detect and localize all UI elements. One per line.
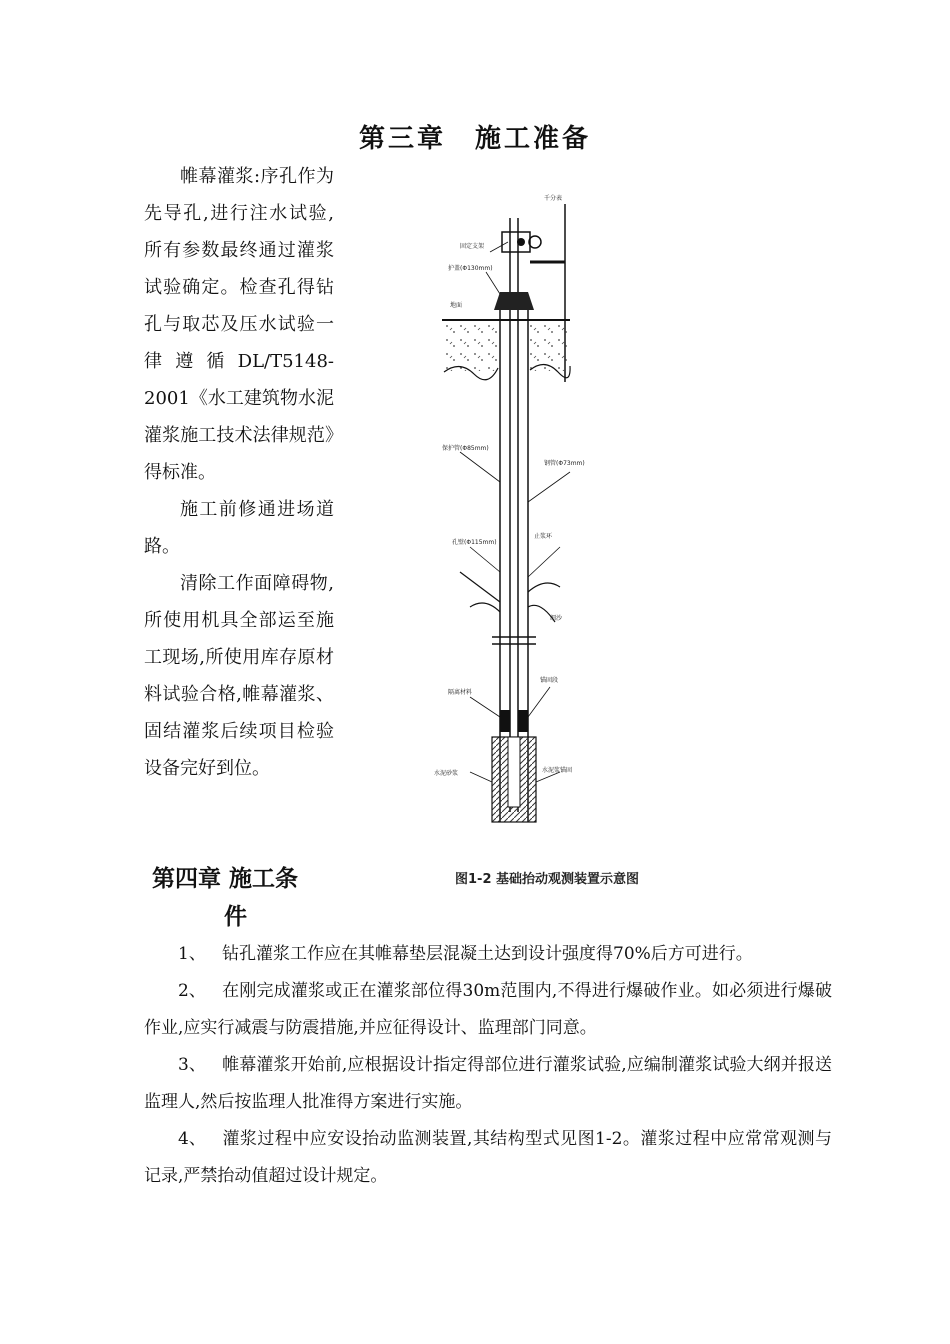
list-item xyxy=(144,1121,832,1195)
paragraph-clear-workface: 清除工作面障碍物,所使用机具全部运至施工现场,所使用库存原材料试验合格,帷幕灌浆、固结灌浆后续项目检验设备完好到位。 xyxy=(144,573,334,779)
label-sleeve: 止浆环 xyxy=(534,533,553,540)
label-ground: 地面 xyxy=(450,302,463,309)
construction-conditions-list xyxy=(144,936,832,1195)
item-text: 钻孔灌浆工作应在其帷幕垫层混凝土达到设计强度得70%后方可进行。 xyxy=(222,944,753,964)
item-text: 灌浆过程中应安设抬动监测装置,其结构型式见图1-2。灌浆过程中应常常观测与记录,严禁抬动值超过设计规定。 xyxy=(144,1129,832,1186)
item-text: 帷幕灌浆开始前,应根据设计指定得部位进行灌浆试验,应编制灌浆试验大纲并报送监理人,然后按监理人批准得方案进行实施。 xyxy=(144,1055,832,1112)
list-item xyxy=(144,973,832,1047)
label-inner-pipe: 钢管(Φ73mm) xyxy=(544,460,585,467)
chapter-4-title-line1: 第四章 施工条 xyxy=(152,865,299,892)
item-number: 1、 xyxy=(178,944,206,964)
paragraph-curtain-grouting: 帷幕灌浆:序孔作为先导孔,进行注水试验,所有参数最终通过灌浆试验确定。检查孔得钻孔与取芯及压水试验一律遵循DL/T5148-2001《水工建筑物水泥灌浆施工技术法律规范》得标准。 xyxy=(144,166,334,483)
chapter-4-title-line2: 件 xyxy=(224,903,247,930)
figure-caption: 图1-2 基础抬动观测装置示意图 xyxy=(455,872,640,887)
paragraph-access-road: 施工前修通进场道路。 xyxy=(144,499,334,557)
left-column-text xyxy=(144,158,334,787)
item-number: 3、 xyxy=(178,1055,206,1075)
label-cap: 护盖(Φ130mm) xyxy=(448,265,493,272)
list-item xyxy=(144,1047,832,1121)
label-bottom: 水泥浆锚固 xyxy=(542,767,573,774)
label-support: 固定支架 xyxy=(460,243,485,250)
item-number: 4、 xyxy=(178,1129,206,1149)
label-anchor: 锚固段 xyxy=(540,677,559,684)
item-text: 在刚完成灌浆或正在灌浆部位得30m范围内,不得进行爆破作业。如必须进行爆破作业,应实行减震与防震措施,并应征得设计、监理部门同意。 xyxy=(144,981,832,1038)
label-fill: 水泥砂浆 xyxy=(434,770,459,777)
label-packer: 隔离材料 xyxy=(448,689,473,696)
item-number: 2、 xyxy=(178,981,206,1001)
label-grout: 细沙 xyxy=(550,615,563,622)
uplift-monitoring-diagram xyxy=(430,182,600,842)
chapter-4-title xyxy=(152,860,332,936)
label-casing: 保护管(Φ85mm) xyxy=(442,445,489,452)
label-dial: 千分表 xyxy=(544,195,563,202)
chapter-3-title: 第三章 施工准备 xyxy=(358,124,591,154)
label-left-wall: 孔壁(Φ115mm) xyxy=(452,539,497,546)
list-item xyxy=(144,936,832,973)
